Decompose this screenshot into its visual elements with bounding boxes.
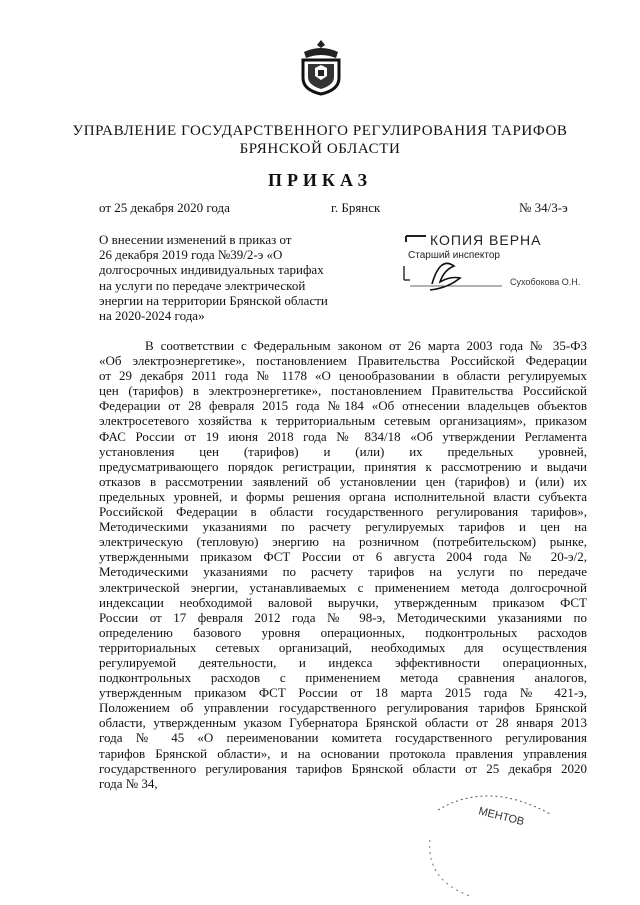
body-line: подконтрольных расходов с применением метода сравнения аналогов, [99, 670, 587, 686]
body-line: электрической энергии, устанавливаемых с применением метода долгосрочной [99, 579, 587, 595]
body-line: электросетевого хозяйства к территориальным сетевым организациям», приказом [99, 413, 587, 429]
round-seal-stamp [420, 780, 560, 900]
body-line: Положением об управлении государственного регулирования тарифов Брянской [99, 700, 587, 716]
order-city: г. Брянск [331, 200, 381, 215]
body-line: Российской Федерации в области государственного регулирования тарифов», [99, 504, 587, 520]
coat-of-arms-icon [298, 38, 344, 96]
order-subject [99, 232, 355, 323]
organization-name: УПРАВЛЕНИЕ ГОСУДАРСТВЕННОГО РЕГУЛИРОВАНИЯ ТАРИФОВ [72, 123, 568, 139]
body-line: России от 17 февраля 2012 года № 98-э, Методическими указаниями по [99, 609, 587, 625]
body-line: года № 34, [99, 775, 158, 791]
subject-line: на 2020-2024 года» [99, 308, 205, 324]
stamp-name: Сухобокова О.Н. [510, 277, 581, 287]
body-line: определению базового уровня операционных, подконтрольных расходов [99, 624, 587, 640]
document-title: ПРИКАЗ [267, 170, 373, 190]
body-line: Методическими указаниями по расчету регулируемых тарифов и цен на [99, 519, 587, 535]
body-line: предельных уровней, и формы решения органа исполнительной власти субъекта [99, 488, 587, 504]
stamp-heading: КОПИЯ ВЕРНА [430, 232, 542, 248]
seal-text: МЕНТОВ [477, 805, 526, 829]
order-date: от 25 декабря 2020 года [99, 200, 230, 215]
body-line: электрическую (тепловую) энергию на розничном (потребительском) рынке, [99, 534, 587, 550]
body-line: утвержденным приказом ФСТ России от 18 марта 2015 года № 421-э, [99, 685, 587, 701]
body-line: предусматривающего порядок регистрации, принятия к рассмотрению и выдачи [99, 458, 587, 474]
body-line: отказов в рассмотрении заявлений об установлении цен (тарифов) и (или) их [99, 473, 587, 489]
order-number: № 34/3-э [519, 200, 568, 215]
subject-line: О внесении изменений в приказ от [99, 232, 292, 247]
subject-line: 26 декабря 2019 года №39/2-э «О [99, 247, 283, 263]
body-line: регулируемой деятельности, и индекса эффективности операционных, [99, 654, 587, 670]
body-line: цен (тарифов) в электроэнергетике», постановлением Правительства Российской [99, 383, 587, 399]
copy-certified-stamp [402, 232, 582, 304]
body-line: Методическими указаниями по расчету тарифов на услуги по передаче [99, 564, 587, 580]
subject-line: энергии на территории Брянской области [99, 292, 328, 308]
subject-line: долгосрочных индивидуальных тарифах [99, 262, 324, 278]
body-line: области, утвержденным указом Губернатора Брянской области от 28 января 2013 [99, 715, 587, 731]
body-line: от 29 декабря 2011 года № 1178 «О ценообразовании в области регулируемых [99, 368, 587, 384]
body-line: утвержденными приказом ФСТ России от 6 августа 2004 года № 20-э/2, [99, 549, 587, 565]
body-line: тарифов Брянской области», и на основании протокола правления управления [99, 745, 587, 761]
body-line: Федерации от 28 февраля 2015 года №184 «Об отнесении владельцев объектов [99, 398, 587, 414]
body-line: В соответствии с Федеральным законом от 26 марта 2003 года № 35-ФЗ [145, 338, 587, 353]
body-line: года № 45 «О переименовании комитета государственного регулирования [99, 730, 587, 746]
body-line: «Об электроэнергетике», постановлением Правительства Российской Федерации [99, 353, 587, 369]
body-line: ФАС России от 19 июня 2018 года № 834/18 «Об утверждении Регламента [99, 428, 587, 444]
body-line: территориальных сетевых организаций, необходимых для осуществления [99, 639, 587, 655]
body-line: установления цен (тарифов) и (или) их предельных уровней, [99, 443, 587, 459]
stamp-position: Старший инспектор [408, 250, 500, 261]
body-line: индексации необходимой валовой выручки, утвержденным приказом ФСТ [99, 594, 587, 610]
subject-line: на услуги по передаче электрической [99, 277, 306, 293]
body-line: государственного регулирования тарифов Брянской области от 25 декабря 2020 [99, 760, 587, 776]
order-body [99, 338, 587, 791]
organization-region: БРЯНСКОЙ ОБЛАСТИ [239, 141, 401, 157]
